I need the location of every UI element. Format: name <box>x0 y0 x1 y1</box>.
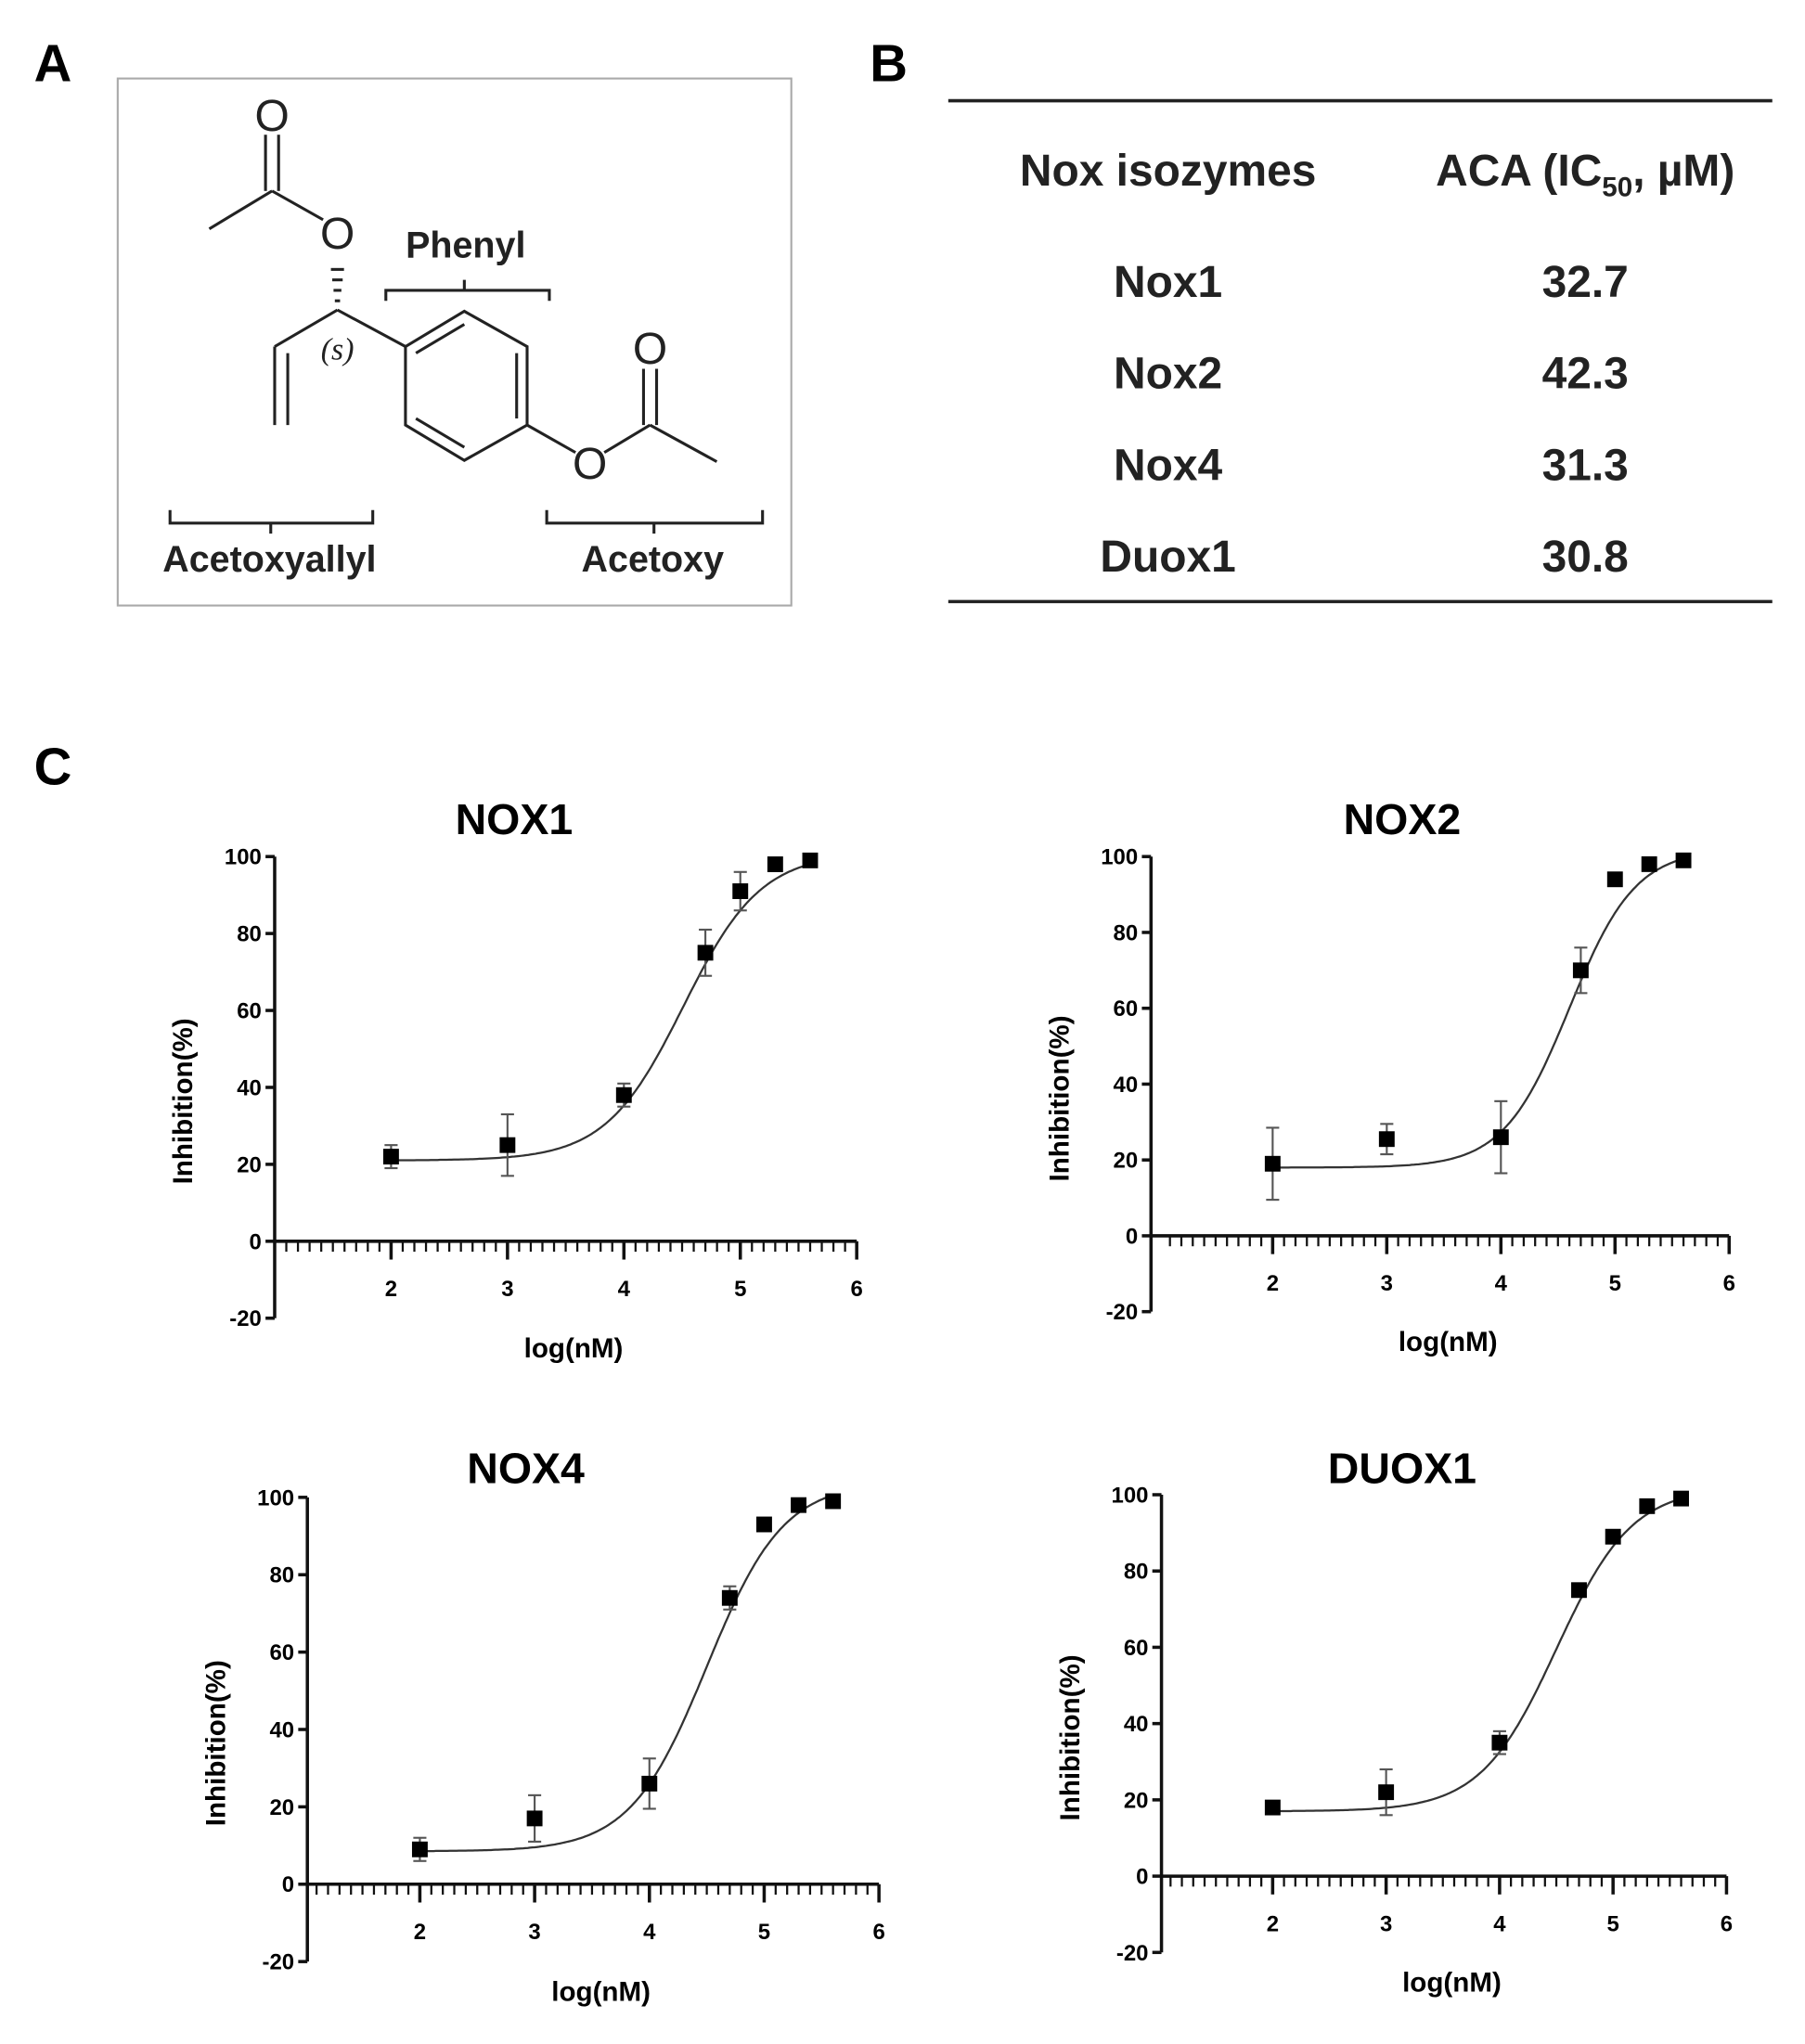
data-point <box>756 1517 772 1533</box>
data-point <box>1639 1498 1655 1514</box>
y-tick-label: -20 <box>229 1306 262 1332</box>
structure-frame <box>118 79 792 606</box>
chemical-structure <box>118 79 792 606</box>
stereo-label: (s) <box>320 332 355 367</box>
acetoxyallyl-bracket <box>170 510 372 533</box>
data-point <box>499 1138 515 1153</box>
atom-o-ester-2: O <box>573 439 608 489</box>
ic50-table <box>948 101 1773 602</box>
data-point <box>1265 1800 1281 1816</box>
table-cell-ic50: 31.3 <box>1541 441 1629 491</box>
y-tick-label: 100 <box>1111 1483 1149 1509</box>
table-cell-isozyme: Duox1 <box>1100 532 1236 582</box>
table-cell-ic50: 42.3 <box>1541 349 1629 399</box>
data-point <box>722 1590 738 1606</box>
chart-title: NOX2 <box>1343 795 1462 844</box>
chart-title: DUOX1 <box>1327 1444 1477 1493</box>
hashed-wedge-bond <box>331 269 344 301</box>
y-tick-label: -20 <box>262 1949 295 1975</box>
fit-curve <box>419 1498 832 1851</box>
table-header-ic50: ACA ($IC_{50}$, µM) <box>1436 147 1735 203</box>
data-point <box>616 1087 632 1103</box>
atom-o-carbonyl-2: O <box>632 324 668 374</box>
y-tick-label: 80 <box>1123 1559 1149 1585</box>
data-point <box>698 945 714 960</box>
y-tick-label: 0 <box>249 1229 262 1255</box>
y-tick-label: 60 <box>1113 996 1139 1022</box>
y-tick-label: -20 <box>1105 1300 1139 1326</box>
x-axis-label: log(nM) <box>1402 1967 1502 1999</box>
fit-curve <box>1272 1498 1681 1811</box>
y-tick-label: 0 <box>1136 1864 1149 1890</box>
data-point <box>383 1149 399 1164</box>
y-tick-label: 40 <box>1113 1072 1139 1098</box>
y-tick-label: 80 <box>237 921 262 947</box>
y-tick-label: 0 <box>1125 1224 1139 1250</box>
x-tick-label: 6 <box>850 1277 863 1303</box>
x-tick-label: 3 <box>528 1919 541 1945</box>
y-tick-label: 80 <box>269 1562 295 1588</box>
data-point <box>1378 1784 1394 1800</box>
table-header-isozymes: Nox isozymes <box>1019 147 1317 197</box>
y-tick-label: 20 <box>1123 1788 1149 1814</box>
chart-nox4 <box>200 1444 884 2007</box>
data-point <box>803 853 819 868</box>
x-tick-label: 2 <box>384 1277 398 1303</box>
data-point <box>825 1494 841 1510</box>
x-tick-label: 2 <box>413 1919 427 1945</box>
y-tick-label: 100 <box>257 1485 295 1511</box>
x-tick-label: 4 <box>643 1919 656 1945</box>
atom-o-carbonyl-1: O <box>254 91 290 141</box>
y-tick-label: 100 <box>224 844 262 870</box>
table-cell-isozyme: Nox4 <box>1114 441 1223 491</box>
group-label-phenyl: Phenyl <box>406 225 526 266</box>
y-tick-label: 20 <box>269 1794 295 1820</box>
data-point <box>732 883 748 899</box>
x-tick-label: 3 <box>501 1277 514 1303</box>
x-tick-label: 4 <box>1493 1911 1506 1937</box>
x-tick-label: 2 <box>1266 1911 1280 1937</box>
fit-curve <box>391 864 810 1160</box>
data-point <box>527 1810 543 1826</box>
y-tick-label: 60 <box>269 1640 295 1666</box>
data-point <box>1607 871 1623 887</box>
y-tick-label: 40 <box>237 1075 262 1101</box>
fit-curve <box>1272 859 1683 1168</box>
data-point <box>1265 1156 1281 1172</box>
y-tick-label: -20 <box>1115 1940 1149 1966</box>
y-tick-label: 80 <box>1113 920 1139 946</box>
x-tick-label: 6 <box>1720 1911 1734 1937</box>
table-cell-isozyme: Nox1 <box>1114 257 1223 307</box>
y-tick-label: 40 <box>1123 1712 1149 1738</box>
table-cell-isozyme: Nox2 <box>1114 349 1223 399</box>
x-axis-label: log(nM) <box>1398 1326 1498 1357</box>
chart-duox1 <box>1055 1444 1733 1998</box>
x-tick-label: 4 <box>617 1277 630 1303</box>
data-point <box>1491 1735 1507 1751</box>
x-tick-label: 2 <box>1266 1271 1280 1297</box>
data-point <box>1573 962 1589 978</box>
data-point <box>1676 853 1692 868</box>
x-tick-label: 5 <box>1606 1911 1619 1937</box>
y-tick-label: 40 <box>269 1717 295 1743</box>
x-axis-label: log(nM) <box>523 1333 624 1365</box>
chart-title: NOX4 <box>467 1444 585 1493</box>
y-axis-label: Inhibition(%) <box>1044 1015 1076 1182</box>
x-tick-label: 5 <box>734 1277 747 1303</box>
acetoxy-bracket <box>547 510 763 533</box>
data-point <box>791 1498 806 1513</box>
panel-label-c: C <box>33 737 72 796</box>
data-point <box>1605 1529 1621 1545</box>
panel-label-b: B <box>870 33 908 93</box>
y-axis-label: Inhibition(%) <box>200 1660 232 1827</box>
chart-title: NOX1 <box>455 795 574 844</box>
data-point <box>767 856 783 872</box>
x-tick-label: 6 <box>872 1919 885 1945</box>
data-point <box>1571 1582 1587 1598</box>
x-tick-label: 5 <box>1608 1271 1621 1297</box>
atom-o-ester-1: O <box>319 209 355 259</box>
data-point <box>1379 1131 1395 1147</box>
table-cell-ic50: 32.7 <box>1541 257 1629 307</box>
chart-nox2 <box>1044 795 1734 1357</box>
x-tick-label: 3 <box>1380 1271 1394 1297</box>
benzene-ring <box>406 311 527 460</box>
phenyl-bracket <box>386 280 549 302</box>
group-label-acetoxy: Acetoxy <box>581 538 725 580</box>
x-axis-label: log(nM) <box>551 1976 651 2008</box>
x-tick-label: 6 <box>1722 1271 1735 1297</box>
x-tick-label: 3 <box>1379 1911 1393 1937</box>
y-tick-label: 60 <box>1123 1635 1149 1661</box>
data-point <box>1642 856 1657 872</box>
chart-nox1 <box>168 795 863 1364</box>
data-point <box>641 1776 657 1792</box>
y-tick-label: 60 <box>237 998 262 1024</box>
panel-label-a: A <box>33 33 72 93</box>
data-point <box>412 1842 428 1858</box>
y-axis-label: Inhibition(%) <box>168 1018 200 1185</box>
data-point <box>1493 1129 1509 1145</box>
y-tick-label: 0 <box>281 1872 295 1898</box>
table-cell-ic50: 30.8 <box>1541 532 1629 582</box>
y-axis-label: Inhibition(%) <box>1054 1654 1086 1821</box>
y-tick-label: 100 <box>1101 844 1139 870</box>
x-tick-label: 4 <box>1494 1271 1507 1297</box>
x-tick-label: 5 <box>757 1919 771 1945</box>
y-tick-label: 20 <box>1113 1148 1139 1174</box>
y-tick-label: 20 <box>237 1152 262 1178</box>
data-point <box>1673 1491 1689 1507</box>
group-label-acetoxyallyl: Acetoxyallyl <box>162 538 377 580</box>
